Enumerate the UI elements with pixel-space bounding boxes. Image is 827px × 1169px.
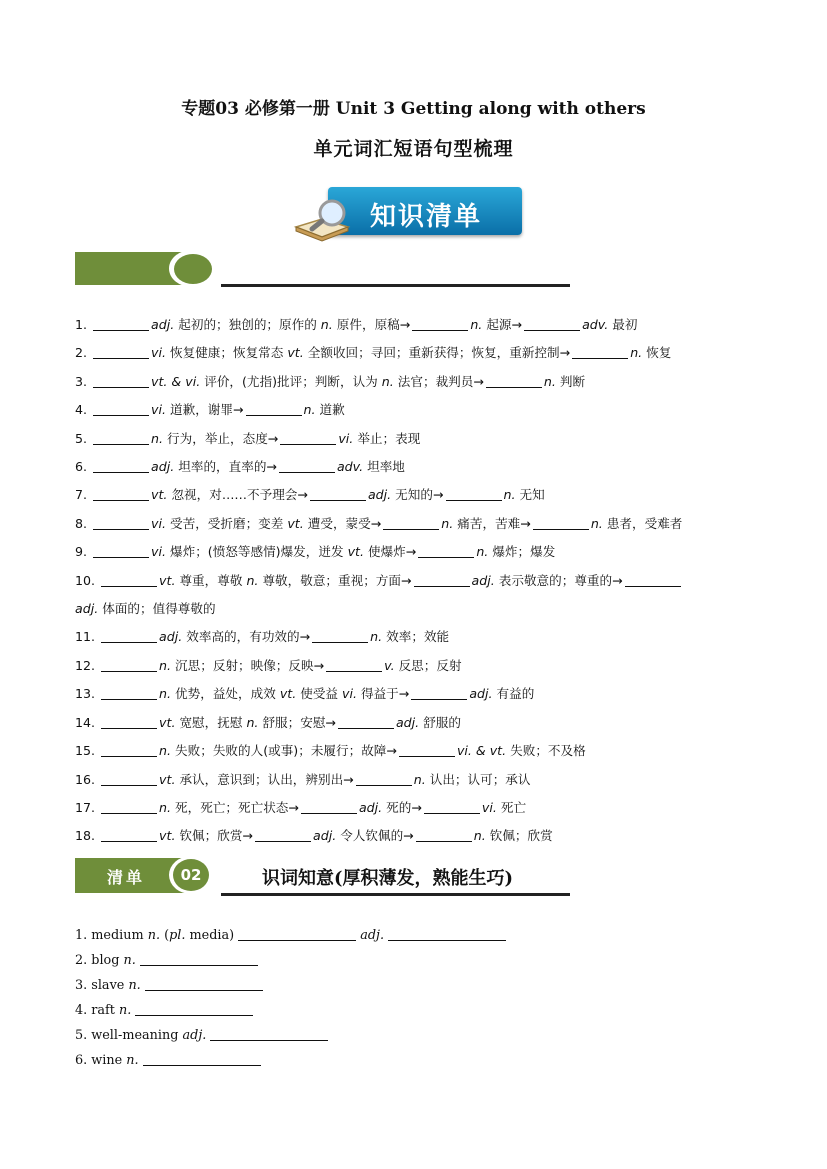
part-of-speech: n.	[590, 515, 603, 531]
vocab-item	[75, 737, 765, 765]
word-text: 6. wine	[75, 1053, 127, 1068]
answer-blank[interactable]	[412, 316, 468, 331]
answer-blank[interactable]	[93, 430, 149, 445]
word-text: 5. well-meaning	[75, 1028, 183, 1043]
vocab-number: 10.	[75, 572, 100, 588]
part-of-speech: adj.	[360, 928, 385, 943]
answer-blank[interactable]	[93, 401, 149, 416]
part-of-speech: adj.	[151, 459, 175, 475]
part-of-speech: n.	[303, 402, 316, 418]
part-of-speech: adj.	[312, 828, 337, 844]
answer-blank[interactable]	[93, 373, 149, 388]
vocab-number: 17.	[75, 799, 100, 815]
word-text: 3. slave	[75, 978, 129, 993]
vocab-number: 3.	[75, 373, 92, 389]
part-of-speech: n.	[320, 317, 333, 332]
part-of-speech: v.	[384, 657, 395, 673]
definition-text: 道歉，谢罪→	[166, 402, 244, 418]
vocab-number: 16.	[75, 771, 100, 787]
definition-text: 评价，(尤指)批评；判断，认为	[200, 373, 382, 389]
part-of-speech: vi.	[151, 515, 166, 531]
definition-text: 令人钦佩的→	[336, 828, 414, 844]
part-of-speech: vt.	[159, 572, 176, 588]
part-of-speech: n.	[473, 828, 486, 844]
definition-text: 恢复健康；恢复常态	[166, 345, 288, 361]
answer-blank[interactable]	[93, 344, 149, 359]
vocab-item	[75, 652, 765, 680]
definition-text: 优势，益处，成效	[171, 686, 280, 702]
part-of-speech: vi.	[342, 686, 357, 702]
vocab-item	[75, 709, 765, 737]
definition-text: 得益于→	[356, 686, 410, 702]
answer-blank[interactable]	[101, 827, 157, 842]
part-of-speech: vt. & vi.	[151, 373, 201, 389]
vocab-item	[75, 368, 765, 396]
part-of-speech: adj.	[367, 487, 392, 503]
part-of-speech: n.	[476, 544, 489, 560]
definition-text: 起初的；独创的；原作的	[174, 317, 321, 332]
part-of-speech: n.	[126, 1053, 139, 1068]
definition-text: 认出；认可；承认	[425, 771, 531, 787]
vocab-item	[75, 595, 765, 623]
part-of-speech: adv.	[582, 317, 609, 332]
part-of-speech: vt.	[287, 345, 304, 361]
part-of-speech: n.	[123, 953, 136, 968]
part-of-speech: pl.	[169, 928, 186, 943]
answer-blank[interactable]	[93, 458, 149, 473]
part-of-speech: vt.	[159, 828, 176, 844]
definition-text: 体面的；值得尊敬的	[98, 601, 216, 617]
part-of-speech: vt.	[159, 714, 176, 730]
answer-blank[interactable]	[338, 714, 394, 729]
section-1-header	[75, 252, 575, 288]
vocab-item	[75, 680, 765, 708]
part-of-speech: vt.	[159, 771, 176, 787]
part-of-speech: vi.	[151, 544, 166, 560]
answer-blank[interactable]	[486, 373, 542, 388]
part-of-speech: n.	[151, 430, 164, 446]
definition-text: 反思；反射	[394, 657, 462, 673]
part-of-speech: vi. & vt.	[456, 743, 507, 759]
answer-blank[interactable]	[101, 799, 157, 814]
vocab-item	[75, 425, 765, 453]
definition-text: 爆炸；(愤怒等感情)爆发，迸发	[166, 544, 348, 560]
part-of-speech: adj.	[471, 572, 495, 588]
vocab-item	[75, 567, 765, 595]
word-meaning-list	[75, 926, 506, 1076]
part-of-speech: n.	[128, 978, 141, 993]
part-of-speech: n.	[159, 799, 172, 815]
part-of-speech: adj.	[358, 799, 383, 815]
definition-text: 道歉	[315, 402, 345, 418]
definition-text: 尊重，尊敬	[175, 572, 247, 588]
part-of-speech: n.	[370, 629, 383, 645]
answer-blank[interactable]	[101, 628, 157, 643]
definition-text: 痛苦，苦难→	[453, 515, 531, 531]
definition-text: 舒服的	[419, 714, 461, 730]
vocab-item	[75, 481, 765, 509]
part-of-speech: vt.	[279, 686, 297, 702]
answer-blank[interactable]	[524, 316, 580, 331]
section-2-tag: 清单	[107, 868, 146, 887]
answer-blank[interactable]	[411, 685, 467, 700]
answer-blank[interactable]	[255, 827, 311, 842]
part-of-speech: n.	[246, 572, 259, 588]
part-of-speech: vt.	[347, 544, 364, 560]
word-text: 2. blog	[75, 953, 124, 968]
definition-text: 患者，受难者	[602, 515, 683, 531]
part-of-speech: n.	[630, 345, 643, 361]
vocab-number: 1.	[75, 317, 92, 332]
answer-blank[interactable]	[356, 771, 412, 786]
answer-blank[interactable]	[93, 486, 149, 501]
answer-blank[interactable]	[93, 515, 149, 530]
answer-blank[interactable]	[446, 486, 502, 501]
definition-text: 尊敬，敬意；重视；方面→	[258, 572, 412, 588]
vocab-number: 7.	[75, 487, 92, 503]
definition-text: 宽慰，抚慰	[175, 714, 247, 730]
definition-text: 钦佩；欣赏	[485, 828, 553, 844]
part-of-speech: vi.	[151, 345, 166, 361]
answer-blank[interactable]	[101, 742, 157, 757]
part-of-speech: vt.	[151, 487, 168, 503]
definition-text: 起源→	[482, 317, 523, 332]
knowledge-list-badge	[292, 183, 524, 243]
part-of-speech: n.	[246, 714, 259, 730]
vocab-number: 6.	[75, 459, 92, 475]
definition-text: 爆炸；爆发	[488, 544, 556, 560]
definition-text: 死的→	[382, 799, 422, 815]
word-item	[75, 976, 506, 1001]
part-of-speech: n.	[159, 657, 172, 673]
part-of-speech: n.	[543, 373, 556, 389]
answer-blank[interactable]	[326, 657, 382, 672]
answer-blank[interactable]	[93, 543, 149, 558]
part-of-speech: adj.	[75, 601, 99, 617]
part-of-speech: vi.	[338, 430, 354, 446]
answer-blank[interactable]	[101, 714, 157, 729]
definition-text: 表示敬意的；尊重的→	[494, 572, 623, 588]
vocab-number: 11.	[75, 629, 100, 645]
word-item	[75, 926, 506, 951]
definition-text: 受苦，受折磨；变差	[166, 515, 288, 531]
definition-text: 法官；裁判员→	[393, 373, 484, 389]
vocab-number: 18.	[75, 828, 100, 844]
part-of-speech: adj.	[159, 629, 183, 645]
answer-blank[interactable]	[418, 543, 474, 558]
badge-label: 知识清单	[370, 202, 483, 232]
vocab-list	[75, 311, 765, 851]
answer-blank[interactable]	[399, 742, 455, 757]
answer-blank[interactable]	[310, 486, 366, 501]
definition-text: 行为，举止，态度→	[163, 430, 279, 446]
definition-text: 坦率的，直率的→	[174, 459, 277, 475]
word-item	[75, 1026, 506, 1051]
vocab-item	[75, 538, 765, 566]
part-of-speech: n.	[470, 317, 483, 332]
page-title: 专题03 必修第一册 Unit 3 Getting along with others	[181, 99, 646, 119]
answer-blank[interactable]	[246, 401, 302, 416]
answer-blank[interactable]	[101, 572, 157, 587]
answer-blank[interactable]	[312, 628, 368, 643]
answer-blank[interactable]	[210, 1027, 328, 1041]
part-of-speech: vi.	[151, 402, 166, 418]
definition-text: 原件，原稿→	[332, 317, 411, 332]
answer-blank[interactable]	[383, 515, 439, 530]
word-text: 1. medium	[75, 928, 148, 943]
vocab-number: 15.	[75, 743, 100, 759]
section-1-circle	[174, 254, 212, 284]
definition-text: 死，死亡；死亡状态→	[171, 799, 299, 815]
answer-blank[interactable]	[140, 952, 258, 966]
definition-text: 使受益	[296, 686, 343, 702]
answer-blank[interactable]	[301, 799, 357, 814]
part-of-speech: n.	[159, 686, 172, 702]
definition-text: 恢复	[642, 345, 672, 361]
vocab-number: 8.	[75, 515, 92, 531]
answer-blank[interactable]	[145, 977, 263, 991]
part-of-speech: n.	[381, 373, 394, 389]
word-text: (	[160, 928, 170, 943]
answer-blank[interactable]	[101, 771, 157, 786]
vocab-item	[75, 822, 765, 850]
answer-blank[interactable]	[143, 1052, 261, 1066]
word-item	[75, 1001, 506, 1026]
answer-blank[interactable]	[93, 316, 149, 331]
part-of-speech: n.	[147, 928, 161, 943]
vocab-item	[75, 623, 765, 651]
definition-text: 全额收回；寻回；重新获得；恢复，重新控制→	[303, 345, 571, 361]
page-subtitle: 单元词汇短语句型梳理	[313, 138, 514, 160]
section-2-number: 02	[173, 859, 209, 891]
definition-text: 使爆炸→	[363, 544, 417, 560]
section-2-heading: 识词知意(厚积薄发，熟能生巧)	[262, 868, 514, 889]
vocab-item	[75, 766, 765, 794]
vocab-item	[75, 396, 765, 424]
section-2-underline	[221, 893, 570, 896]
part-of-speech: adj.	[151, 317, 175, 332]
section-1-underline	[221, 284, 570, 287]
definition-text: 效率；效能	[382, 629, 450, 645]
answer-blank[interactable]	[101, 657, 157, 672]
word-item	[75, 951, 506, 976]
vocab-number: 2.	[75, 345, 92, 361]
definition-text: 失败；失败的人(或事)；未履行；故障→	[171, 743, 397, 759]
vocab-item	[75, 339, 765, 367]
definition-text: 死亡	[496, 799, 527, 815]
vocab-number: 12.	[75, 657, 100, 673]
answer-blank[interactable]	[625, 572, 681, 587]
definition-text: 最初	[608, 317, 638, 332]
book-magnifier-icon	[292, 197, 362, 243]
definition-text: 遭受，蒙受→	[303, 515, 382, 531]
answer-blank[interactable]	[416, 827, 472, 842]
definition-text: 钦佩；欣赏→	[175, 828, 253, 844]
vocab-number: 13.	[75, 686, 100, 702]
definition-text: 失败；不及格	[506, 743, 586, 759]
answer-blank[interactable]	[280, 430, 336, 445]
definition-text: 沉思；反射；映像；反映→	[171, 657, 325, 673]
definition-text: 有益的	[492, 686, 535, 702]
part-of-speech: adj.	[395, 714, 420, 730]
definition-text: 效率高的，有功效的→	[182, 629, 311, 645]
answer-blank[interactable]	[533, 515, 589, 530]
part-of-speech: n.	[503, 487, 516, 503]
part-of-speech: n.	[413, 771, 426, 787]
vocab-item	[75, 311, 765, 339]
vocab-item	[75, 453, 765, 481]
answer-blank[interactable]	[388, 927, 506, 941]
definition-text: 舒服；安慰→	[258, 714, 336, 730]
part-of-speech: adj.	[182, 1028, 207, 1043]
part-of-speech: adv.	[336, 459, 364, 475]
answer-blank[interactable]	[279, 458, 335, 473]
definition-text: 坦率地	[363, 459, 405, 475]
part-of-speech: n.	[441, 515, 454, 531]
vocab-item	[75, 510, 765, 538]
definition-text: 忽视，对……不予理会→	[167, 487, 308, 503]
part-of-speech: vt.	[287, 515, 304, 531]
definition-text: 承认，意识到；认出，辨别出→	[175, 771, 354, 787]
definition-text: 无知	[515, 487, 545, 503]
definition-text: 举止；表现	[353, 430, 421, 446]
answer-blank[interactable]	[101, 685, 157, 700]
word-item	[75, 1051, 506, 1076]
answer-blank[interactable]	[135, 1002, 253, 1016]
word-text: 4. raft	[75, 1003, 119, 1018]
vocab-item	[75, 794, 765, 822]
vocab-number: 5.	[75, 430, 92, 446]
section-2-header	[75, 858, 575, 898]
definition-text: 无知的→	[391, 487, 444, 503]
part-of-speech: n.	[159, 743, 172, 759]
part-of-speech: n.	[118, 1003, 132, 1018]
definition-text: 判断	[555, 373, 586, 389]
vocab-number: 4.	[75, 402, 92, 418]
part-of-speech: vi.	[481, 799, 497, 815]
word-text: media)	[185, 928, 235, 943]
vocab-number: 9.	[75, 544, 92, 560]
answer-blank[interactable]	[414, 572, 470, 587]
answer-blank[interactable]	[238, 927, 356, 941]
answer-blank[interactable]	[424, 799, 480, 814]
answer-blank[interactable]	[572, 344, 628, 359]
vocab-number: 14.	[75, 714, 100, 730]
part-of-speech: adj.	[469, 686, 493, 702]
